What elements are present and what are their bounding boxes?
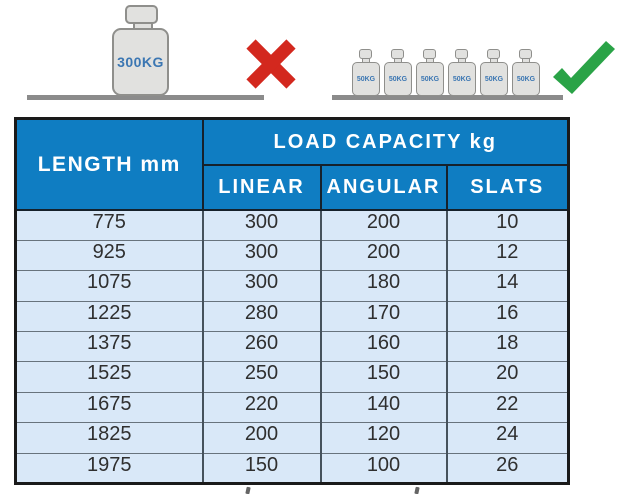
small-weight-handle: [359, 49, 372, 59]
small-weight-handle: [455, 49, 468, 59]
cell-length: 1225: [16, 301, 203, 331]
cell-length: 1975: [16, 453, 203, 483]
small-weight-label: 50KG: [388, 75, 408, 83]
cell-linear: 200: [203, 423, 321, 453]
cell-slats: 10: [447, 210, 569, 240]
cell-slats: 22: [447, 392, 569, 422]
table-row: [16, 332, 569, 362]
column-header-slats: SLATS: [447, 165, 569, 210]
cell-slats: 24: [447, 423, 569, 453]
cell-angular: 170: [321, 301, 447, 331]
cell-linear: 300: [203, 240, 321, 270]
cell-linear: 260: [203, 332, 321, 362]
cell-angular: 200: [321, 240, 447, 270]
cell-length: 1075: [16, 271, 203, 301]
small-weight-label: 50KG: [420, 75, 440, 83]
cell-linear: 300: [203, 271, 321, 301]
column-header-linear: LINEAR: [203, 165, 321, 210]
cell-slats: 18: [447, 332, 569, 362]
cell-length: 1675: [16, 392, 203, 422]
cell-linear: 300: [203, 210, 321, 240]
cell-angular: 180: [321, 271, 447, 301]
small-weight-handle: [519, 49, 532, 59]
cell-length: 1825: [16, 423, 203, 453]
cell-slats: 12: [447, 240, 569, 270]
small-weight-handle: [423, 49, 436, 59]
small-weight-label: 50KG: [356, 75, 376, 83]
small-weight-label: 50KG: [452, 75, 472, 83]
column-header-load-capacity: LOAD CAPACITY kg: [203, 119, 569, 166]
cell-length: 925: [16, 240, 203, 270]
big-weight-300kg: [112, 28, 169, 96]
check-icon: [550, 40, 618, 101]
cell-linear: 280: [203, 301, 321, 331]
cell-linear: 220: [203, 392, 321, 422]
cell-angular: 100: [321, 453, 447, 483]
big-weight-label: 300KG: [117, 54, 164, 70]
small-weight-50kg: [352, 49, 381, 97]
table-row: [16, 392, 569, 422]
cell-angular: 140: [321, 392, 447, 422]
cell-angular: 150: [321, 362, 447, 392]
cell-angular: 200: [321, 210, 447, 240]
table-row: [16, 362, 569, 392]
small-weight-50kg: [480, 49, 509, 97]
cell-length: 1375: [16, 332, 203, 362]
cell-angular: 120: [321, 423, 447, 453]
small-weight-50kg: [416, 49, 445, 97]
load-capacity-table: [14, 117, 570, 485]
cell-slats: 16: [447, 301, 569, 331]
column-header-angular: ANGULAR: [321, 165, 447, 210]
small-weight-label: 50KG: [484, 75, 504, 83]
cell-linear: 250: [203, 362, 321, 392]
small-weight-handle: [391, 49, 404, 59]
column-header-length: LENGTH mm: [16, 119, 203, 211]
cell-angular: 160: [321, 332, 447, 362]
small-weight-handle: [487, 49, 500, 59]
cell-slats: 14: [447, 271, 569, 301]
table-row: [16, 423, 569, 453]
table-row: [16, 271, 569, 301]
cropped-glyph-artifact: [414, 487, 419, 494]
small-weight-label: 50KG: [516, 75, 536, 83]
table-row: [16, 210, 569, 240]
cropped-glyph-artifact: [245, 487, 250, 494]
table-row: [16, 240, 569, 270]
table-row: [16, 453, 569, 483]
cross-icon: [245, 39, 297, 94]
small-weight-50kg: [448, 49, 477, 97]
small-weight-50kg: [512, 49, 541, 97]
small-weight-50kg: [384, 49, 413, 97]
cell-length: 1525: [16, 362, 203, 392]
cell-length: 775: [16, 210, 203, 240]
cell-slats: 26: [447, 453, 569, 483]
cell-linear: 150: [203, 453, 321, 483]
big-weight-handle: [125, 5, 158, 24]
table-row: [16, 301, 569, 331]
cell-slats: 20: [447, 362, 569, 392]
